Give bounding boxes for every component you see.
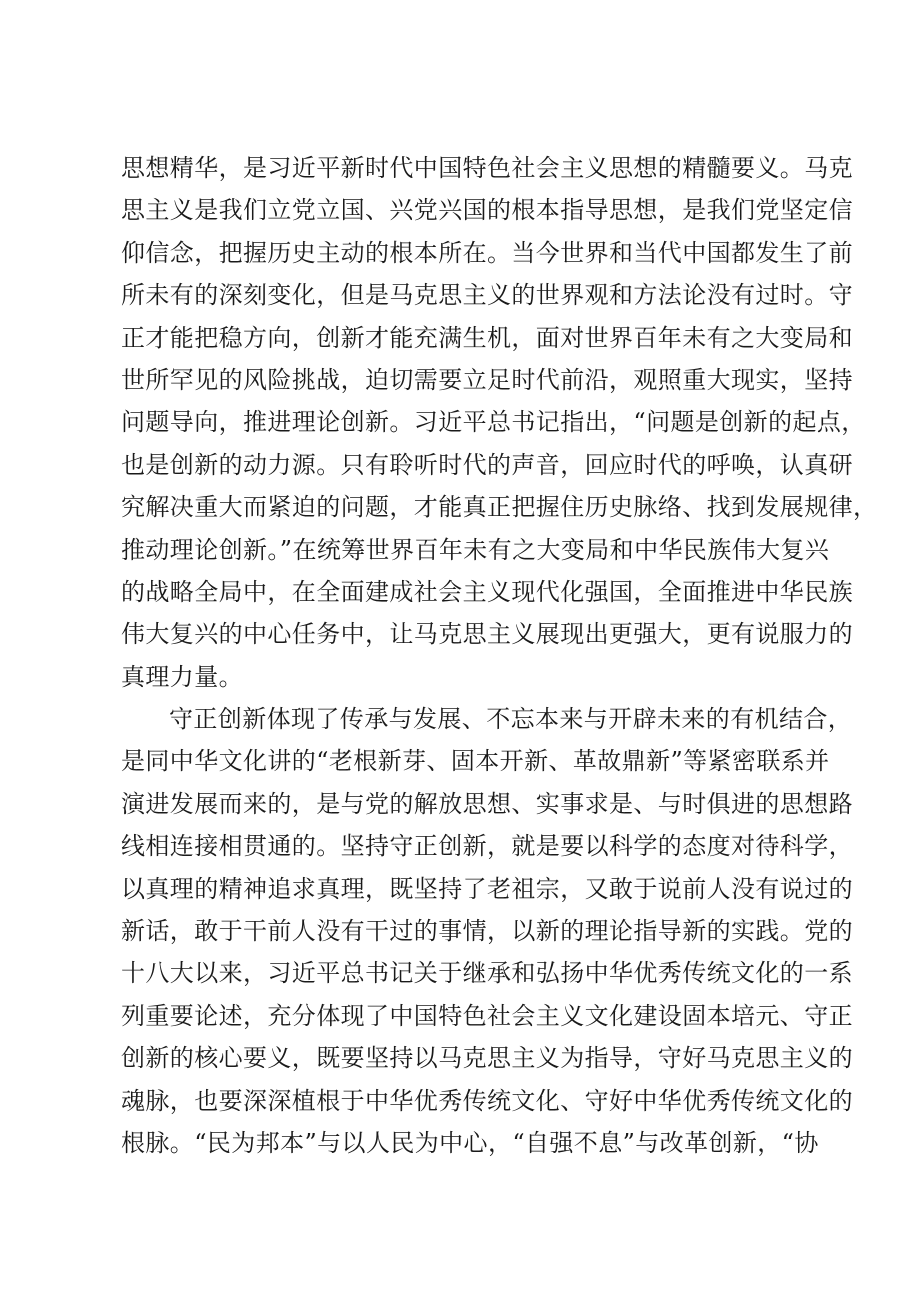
- text-line: 是同中华文化讲的“老根新芽、固本开新、革故鼎新”等紧密联系并: [121, 747, 830, 776]
- text-line: 新话，敢于干前人没有干过的事情，以新的理论指导新的实践。党的: [121, 917, 853, 946]
- text-line: 列重要论述，充分体现了中国特色社会主义文化建设固本培元、守正: [121, 1001, 853, 1030]
- text-line: 创新的核心要义，既要坚持以马克思主义为指导，守好马克思主义的: [121, 1044, 853, 1073]
- text-line: 演进发展而来的，是与党的解放思想、实事求是、与时俱进的思想路: [121, 789, 853, 818]
- text-line: 伟大复兴的中心任务中，让马克思主义展现出更强大，更有说服力的: [121, 620, 853, 649]
- text-line: 以真理的精神追求真理，既坚持了老祖宗，又敢于说前人没有说过的: [121, 874, 853, 903]
- text-line: 正才能把稳方向，创新才能充满生机，面对世界百年未有之大变局和: [121, 323, 853, 352]
- paragraph-1: [121, 147, 878, 698]
- text-line: 思主义是我们立党立国、兴党兴国的根本指导思想，是我们党坚定信: [121, 196, 853, 225]
- text-line: 根脉。“民为邦本”与以人民为中心，“自强不息”与改革创新，“协: [121, 1128, 819, 1157]
- body-text: [121, 147, 878, 1164]
- text-line: 魂脉，也要深深植根于中华优秀传统文化、守好中华优秀传统文化的: [121, 1086, 853, 1115]
- text-line: 思想精华，是习近平新时代中国特色社会主义思想的精髓要义。马克: [121, 154, 853, 182]
- text-line: 问题导向，推进理论创新。习近平总书记指出，“问题是创新的起点，: [121, 408, 866, 437]
- text-line: 推动理论创新。”在统筹世界百年未有之大变局和中华民族伟大复兴: [121, 535, 830, 564]
- text-line: 所未有的深刻变化，但是马克思主义的世界观和方法论没有过时。守: [121, 281, 853, 310]
- text-line: 的战略全局中，在全面建成社会主义现代化强国，全面推进中华民族: [121, 577, 853, 606]
- paragraph-2: [121, 698, 853, 1164]
- text-line: 守正创新体现了传承与发展、不忘本来与开辟未来的有机结合，: [169, 705, 853, 734]
- text-line: 线相连接相贯通的。坚持守正创新，就是要以科学的态度对待科学，: [121, 832, 853, 861]
- text-line: 真理力量。: [121, 662, 243, 691]
- text-line: 仰信念，把握历史主动的根本所在。当今世界和当代中国都发生了前: [121, 238, 853, 267]
- text-line: 究解决重大而紧迫的问题，才能真正把握住历史脉络、找到发展规律，: [121, 493, 878, 522]
- text-line: 也是创新的动力源。只有聆听时代的声音，回应时代的呼唤，认真研: [121, 450, 853, 479]
- text-line: 十八大以来，习近平总书记关于继承和弘扬中华优秀传统文化的一系: [121, 959, 853, 988]
- text-line: 世所罕见的风险挑战，迫切需要立足时代前沿，观照重大现实，坚持: [121, 365, 853, 394]
